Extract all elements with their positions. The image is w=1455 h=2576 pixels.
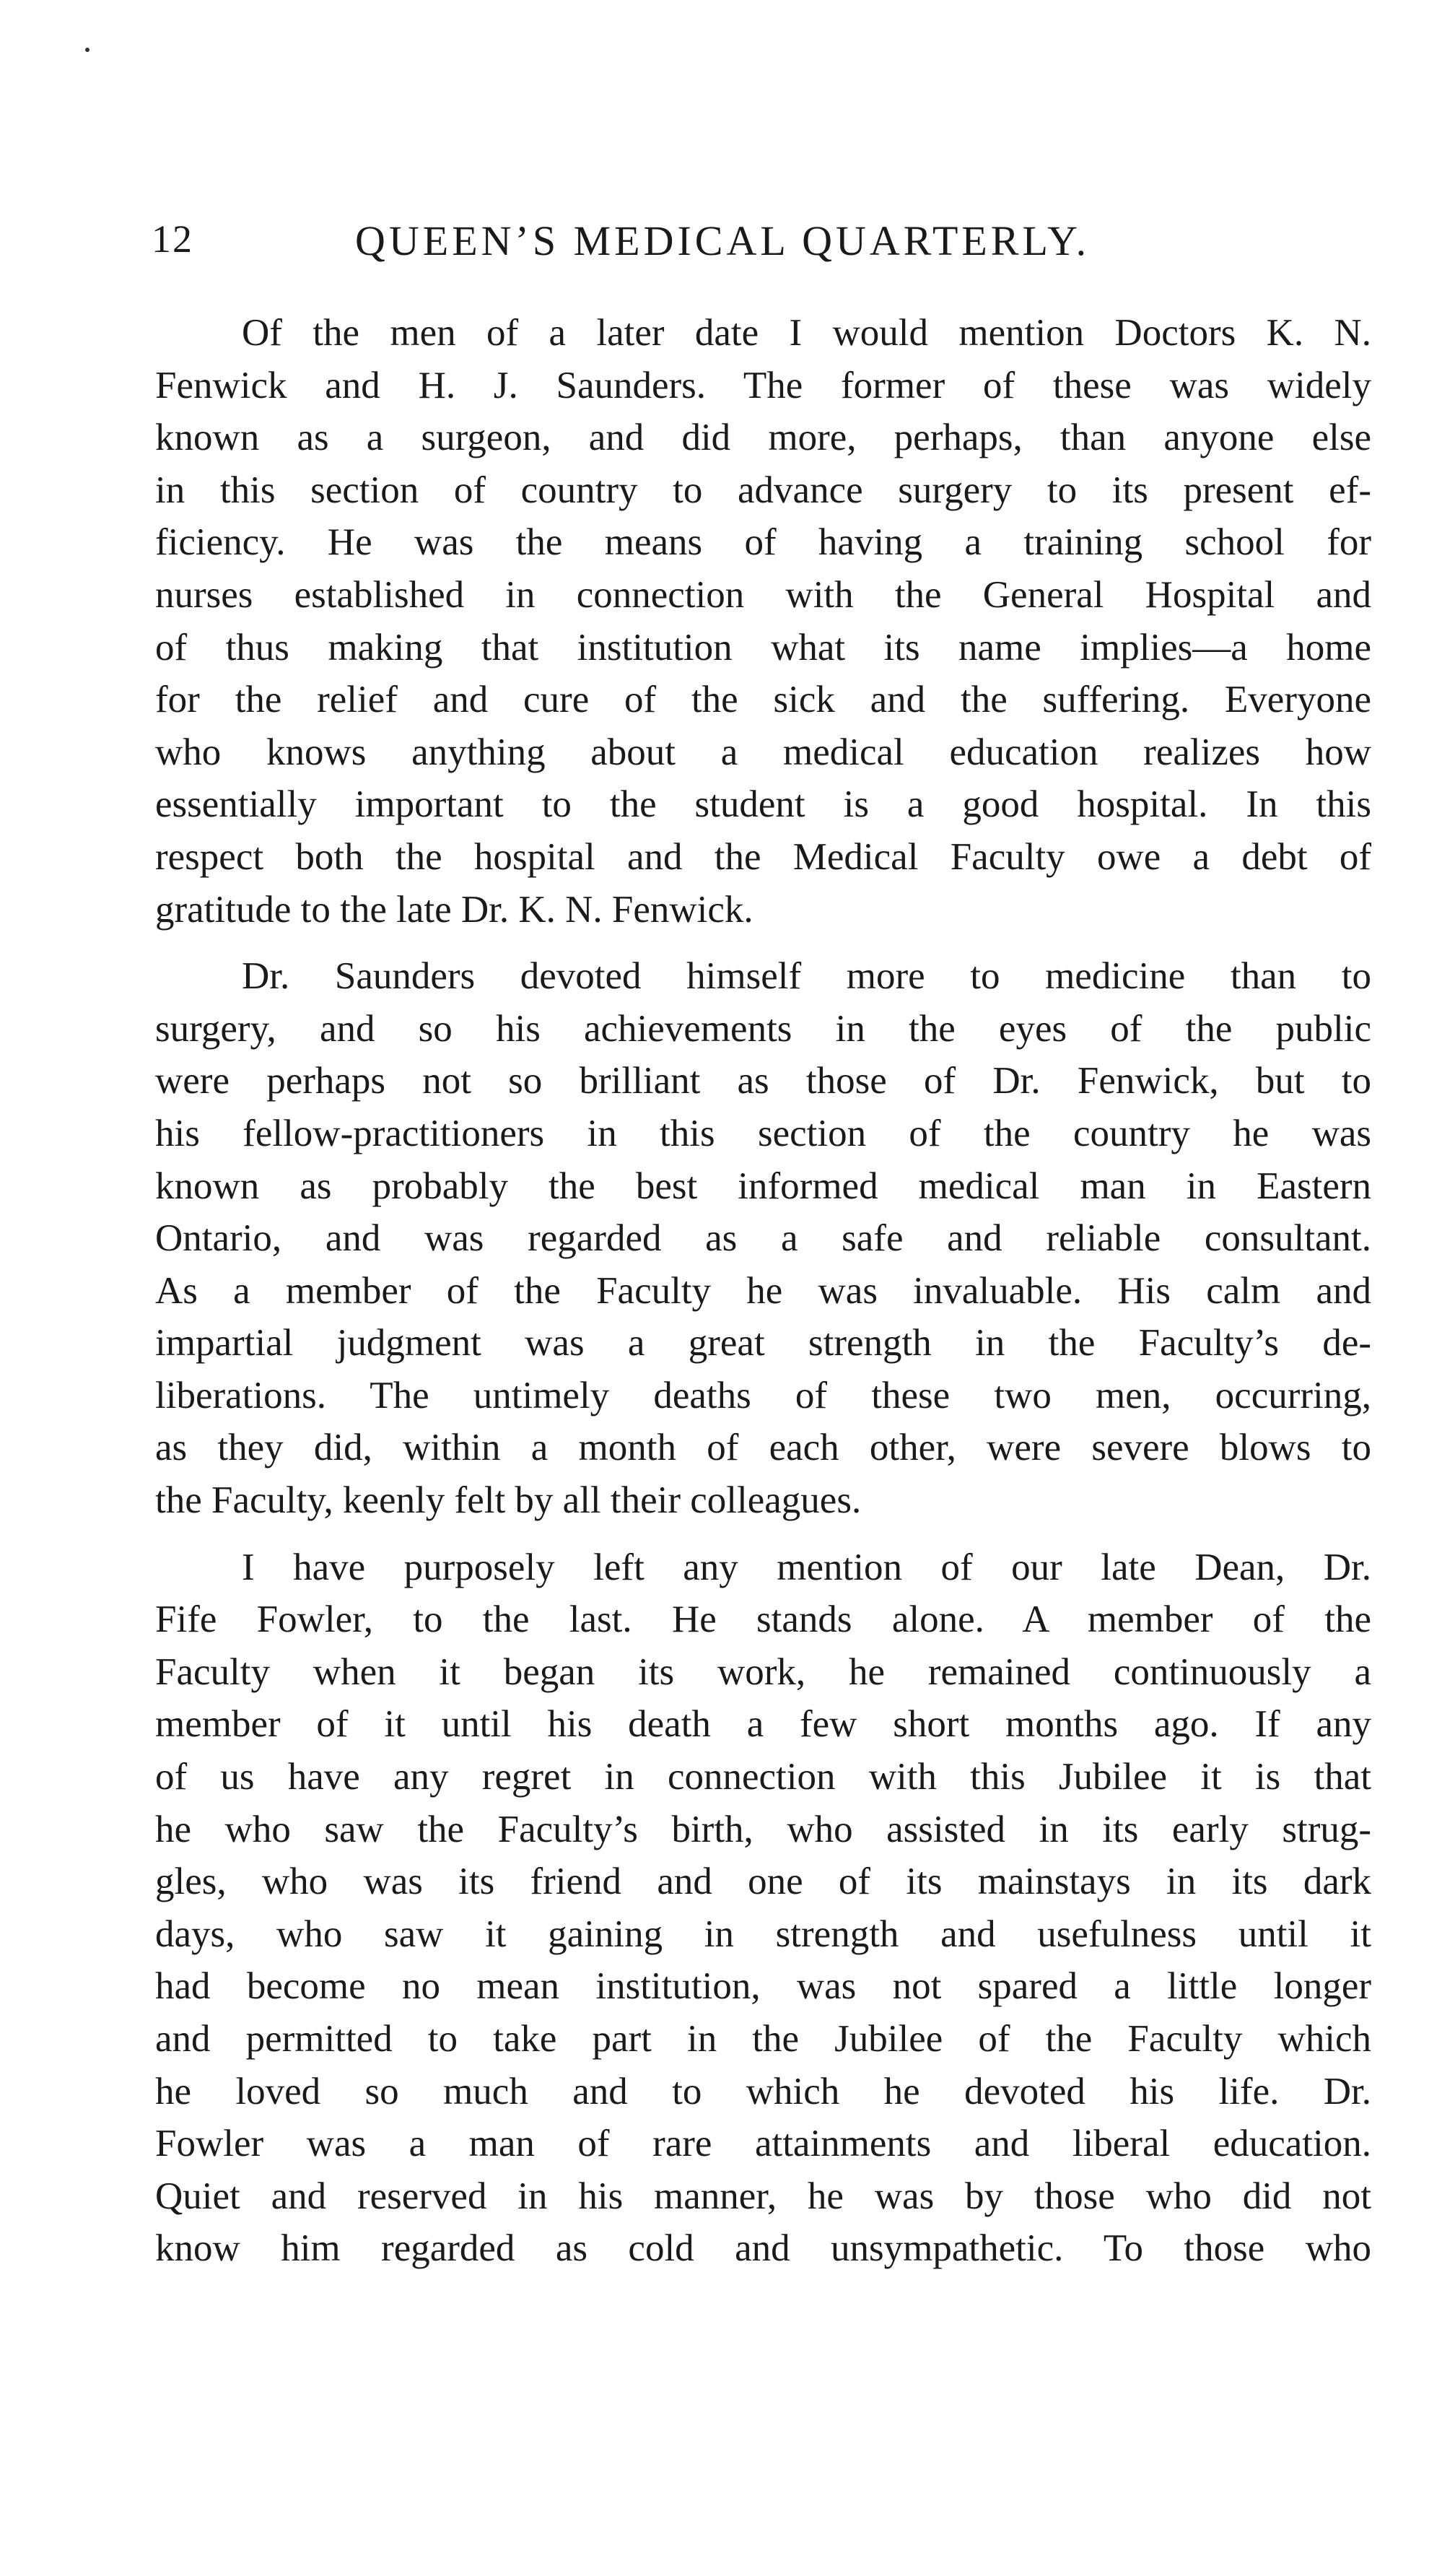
text-line: Dr. Saunders devoted himself more to medicine than to (242, 955, 1371, 998)
text-line: liberations. The untimely deaths of these two men, occurring, (155, 1374, 1371, 1417)
text-line: essentially important to the student is a good hospital. In this (155, 783, 1371, 826)
text-line: member of it until his death a few short months ago. If any (155, 1703, 1371, 1746)
text-line: I have purposely left any mention of our late Dean, Dr. (242, 1546, 1371, 1588)
text-line: know him regarded as cold and unsympathetic. To those who (155, 2227, 1371, 2270)
text-line: Fowler was a man of rare attainments and liberal education. (155, 2123, 1371, 2165)
text-line: Quiet and reserved in his manner, he was by those who did not (155, 2175, 1371, 2217)
text-line: ficiency. He was the means of having a training school for (155, 521, 1371, 564)
text-line: in this section of country to advance surgery to its present ef- (155, 469, 1371, 511)
text-line: Faculty when it began its work, he remained continuously a (155, 1650, 1371, 1693)
text-line: known as a surgeon, and did more, perhaps, than anyone else (155, 417, 1371, 459)
text-line: Of the men of a later date I would mention Doctors K. N. (242, 312, 1371, 354)
text-line: he loved so much and to which he devoted his life. Dr. (155, 2070, 1371, 2112)
text-line: the Faculty, keenly felt by all their colleagues. (155, 1479, 862, 1522)
text-line: of thus making that institution what its name implies—a home (155, 626, 1371, 669)
text-line: had become no mean institution, was not spared a little longer (155, 1965, 1371, 2008)
text-line: respect both the hospital and the Medical Faculty owe a debt of (155, 835, 1371, 878)
text-line: he who saw the Faculty’s birth, who assisted in its early strug- (155, 1808, 1371, 1850)
page-number: 12 (152, 217, 193, 261)
paragraph-2 (155, 950, 1371, 1527)
text-line: who knows anything about a medical education realizes how (155, 731, 1371, 773)
text-line: known as probably the best informed medical man in Eastern (155, 1165, 1371, 1207)
text-line: Fife Fowler, to the last. He stands alone. A member of the (155, 1598, 1371, 1641)
text-line: impartial judgment was a great strength in the Faculty’s de- (155, 1322, 1371, 1365)
text-line: as they did, within a month of each other, were severe blows to (155, 1427, 1371, 1469)
text-line: Fenwick and H. J. Saunders. The former of these was widely (155, 364, 1371, 406)
text-line: Ontario, and was regarded as a safe and reliable consultant. (155, 1217, 1371, 1260)
ink-speck (85, 48, 89, 52)
text-line: were perhaps not so brilliant as those of Dr. Fenwick, but to (155, 1060, 1371, 1102)
page-header (152, 217, 1371, 274)
text-line: gratitude to the late Dr. K. N. Fenwick. (155, 888, 753, 931)
paragraph-1 (155, 307, 1371, 936)
text-line: gles, who was its friend and one of its mainstays in its dark (155, 1861, 1371, 1903)
text-line: his fellow-practitioners in this section of the country he was (155, 1112, 1371, 1154)
text-line: for the relief and cure of the sick and the suffering. Everyone (155, 679, 1371, 721)
text-line: As a member of the Faculty he was invaluable. His calm and (155, 1269, 1371, 1312)
text-line: surgery, and so his achievements in the eyes of the public (155, 1007, 1371, 1050)
running-title: QUEEN’S MEDICAL QUARTERLY. (355, 217, 1091, 264)
text-line: of us have any regret in connection with this Jubilee it is that (155, 1756, 1371, 1798)
text-line: days, who saw it gaining in strength and usefulness until it (155, 1913, 1371, 1955)
text-line: nurses established in connection with the General Hospital and (155, 573, 1371, 616)
body-text (155, 307, 1371, 2289)
text-line: and permitted to take part in the Jubilee of the Faculty which (155, 2018, 1371, 2060)
paragraph-3 (155, 1541, 1371, 2275)
